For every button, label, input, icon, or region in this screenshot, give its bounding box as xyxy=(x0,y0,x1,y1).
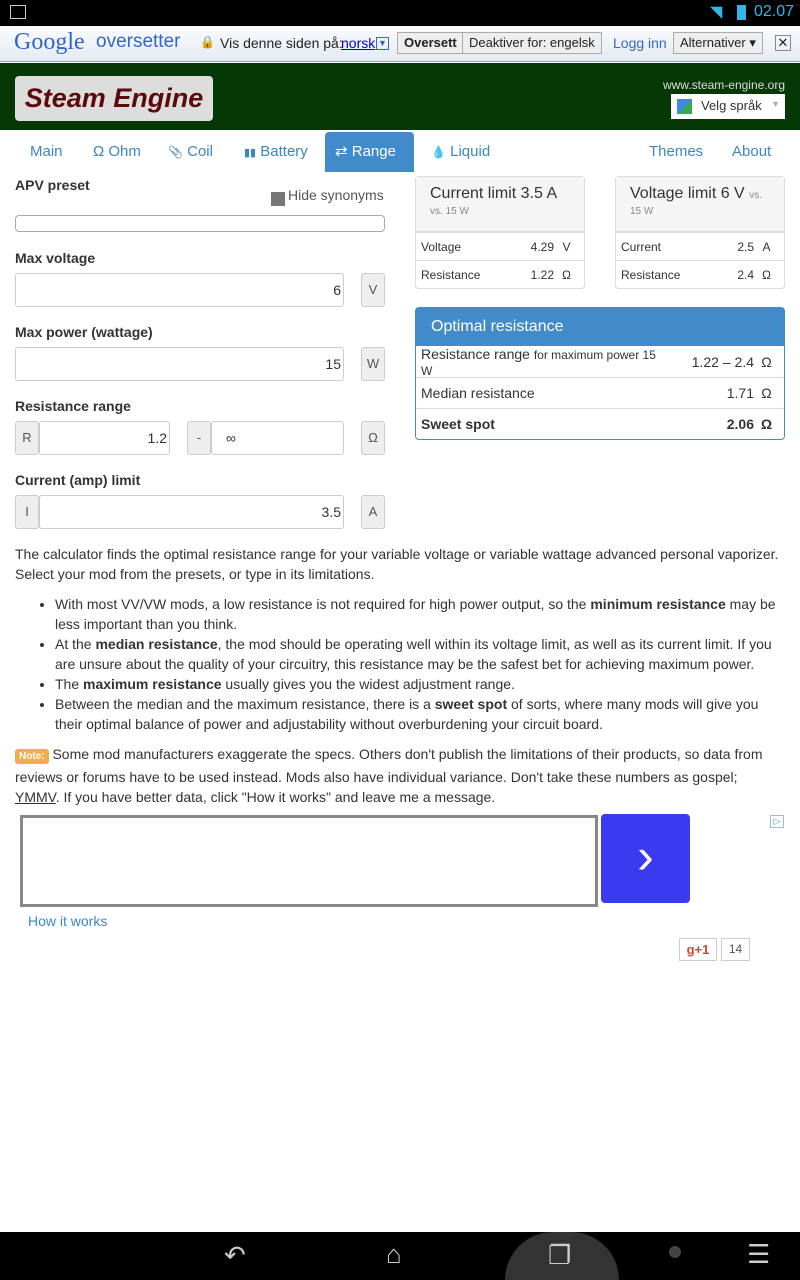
max-voltage-input[interactable]: 6 xyxy=(15,273,344,307)
language-dropdown[interactable] xyxy=(671,94,785,119)
site-logo[interactable]: Steam Engine xyxy=(15,76,213,121)
note-badge: Note: xyxy=(15,749,49,764)
optimal-resistance-panel: Optimal resistance Resistance range for maximum power 15 W 1.22 – 2.4 Ω Median resistance 1.71 Ω Sweet spot 2.06 Ω xyxy=(415,307,785,440)
current-input[interactable]: 3.5 xyxy=(39,495,344,529)
card-subtitle: vs. 15 W xyxy=(430,206,469,217)
site-url: www.steam-engine.org xyxy=(662,78,785,92)
tips-list xyxy=(55,594,785,734)
lang-label: Velg språk xyxy=(701,98,762,113)
tab-liquid[interactable]: 💧 Liquid xyxy=(431,143,491,160)
tab-range[interactable]: ⇄ Range xyxy=(325,132,414,172)
android-nav-bar xyxy=(0,1232,800,1280)
list-item: • At the median resistance, the mod should be operating well within its voltage limit, as well as its current limit. If you are unsure about the quality of your circuitry, this resistance may be the safest bet for achieving maximum power. xyxy=(55,634,785,674)
current-limit-card: Current limit 3.5 A vs. 15 W Voltage 4.29 V Resistance 1.22 Ω xyxy=(415,176,585,289)
list-item: • The maximum resistance usually gives you the widest adjustment range. xyxy=(55,674,785,694)
note-text: Note: Some mod manufacturers exaggerate the specs. Others don't publish the limitations of their products, so data from reviews or forums have to be used instead. Mods also have individual variance. Don't take these numbers as gospel; YMMV. If you have better data, click "How it works" and leave me a message. xyxy=(15,746,763,805)
adchoices-icon[interactable]: ▷ xyxy=(770,815,784,828)
how-it-works-link[interactable]: How it works xyxy=(28,913,108,929)
google-icon xyxy=(677,99,692,114)
drop-icon: 💧 xyxy=(431,145,446,159)
plus-count: 14 xyxy=(721,938,750,961)
chevron-down-icon[interactable]: ▼ xyxy=(376,37,389,50)
chevron-down-icon: ▼ xyxy=(771,99,780,109)
range-label: Resistance range xyxy=(15,398,131,414)
wifi-icon: ◥ xyxy=(710,4,723,21)
dot-icon xyxy=(669,1246,681,1258)
recent-apps-icon[interactable]: ❐ xyxy=(548,1240,572,1270)
resistance-min-input[interactable]: 1.2 xyxy=(39,421,170,455)
ad-arrow-button[interactable]: › xyxy=(601,814,690,903)
status-bar xyxy=(0,0,800,26)
disable-button[interactable]: Deaktiver for: engelsk xyxy=(462,32,602,54)
tab-coil[interactable]: 📎 Coil xyxy=(168,143,213,160)
image-icon xyxy=(10,5,26,19)
paperclip-icon: 📎 xyxy=(168,145,183,159)
battery-icon xyxy=(737,5,746,20)
site-header xyxy=(0,63,800,130)
hide-synonyms-checkbox[interactable] xyxy=(271,192,285,206)
ohm-unit: Ω xyxy=(361,421,385,455)
battery-icon: ▮▮ xyxy=(244,147,257,159)
card-title: Current limit 3.5 A xyxy=(430,185,558,202)
max-power-input[interactable]: 15 xyxy=(15,347,344,381)
intro-text: The calculator finds the optimal resistance range for your variable voltage or variable wattage advanced personal vaporizer. Select your mod from the presets, or type in its limitations. xyxy=(15,546,779,582)
back-icon[interactable]: ↶ xyxy=(224,1240,246,1270)
ad-box[interactable] xyxy=(20,815,598,907)
current-label: Current (amp) limit xyxy=(15,472,141,488)
google-logo: Google xyxy=(14,29,85,55)
voltage-limit-card: Voltage limit 6 V vs. 15 W Current 2.5 A Resistance 2.4 Ω xyxy=(615,176,785,289)
tab-about[interactable]: About xyxy=(732,143,772,160)
apv-preset-select[interactable] xyxy=(15,215,385,232)
watt-unit: W xyxy=(361,347,385,381)
range-dash: - xyxy=(187,421,211,455)
max-voltage-label: Max voltage xyxy=(15,250,96,266)
clock: 02.07 xyxy=(754,3,795,20)
hide-synonyms-label: Hide synonyms xyxy=(288,187,384,203)
home-icon[interactable]: ⌂ xyxy=(386,1239,402,1269)
options-button[interactable]: Alternativer ▾ xyxy=(673,32,763,54)
amp-unit: A xyxy=(361,495,385,529)
swap-icon: ⇄ xyxy=(335,143,348,160)
tab-battery[interactable]: ▮▮ Battery xyxy=(244,143,308,160)
max-power-label: Max power (wattage) xyxy=(15,324,153,340)
menu-icon[interactable]: ☰ xyxy=(747,1239,771,1269)
tab-ohm[interactable]: Ω Ohm xyxy=(93,143,141,160)
product-name: oversetter xyxy=(96,31,181,52)
translate-bar xyxy=(0,26,800,62)
translate-prompt: Vis denne siden på: xyxy=(220,35,343,51)
resistance-max-input[interactable]: ∞ xyxy=(211,421,344,455)
translate-button[interactable]: Oversett xyxy=(397,32,464,54)
r-prefix: R xyxy=(15,421,39,455)
volt-unit: V xyxy=(361,273,385,307)
card-subtitle: 15 W xyxy=(630,206,654,217)
lock-icon: 🔒 xyxy=(200,35,215,49)
apv-label: APV preset xyxy=(15,177,90,193)
panel-title: Optimal resistance xyxy=(416,308,784,346)
google-plus-button[interactable]: g+1 xyxy=(679,938,717,961)
list-item: • With most VV/VW mods, a low resistance is not required for high power output, so the minimum resistance may be less important than you think. xyxy=(55,594,785,634)
card-title: Voltage limit 6 V xyxy=(630,185,745,202)
tab-main[interactable]: Main xyxy=(30,143,63,160)
language-select[interactable]: norsk xyxy=(341,35,376,51)
tab-themes[interactable]: Themes xyxy=(649,143,704,160)
list-item: • Between the median and the maximum resistance, there is a sweet spot of sorts, where many mods will give you their optimal balance of power and adjustability without overburdening your circuit board. xyxy=(55,694,785,734)
close-icon[interactable]: ✕ xyxy=(775,35,791,51)
login-link[interactable]: Logg inn xyxy=(613,35,667,51)
ohm-icon: Ω xyxy=(93,143,105,160)
i-prefix: I xyxy=(15,495,39,529)
